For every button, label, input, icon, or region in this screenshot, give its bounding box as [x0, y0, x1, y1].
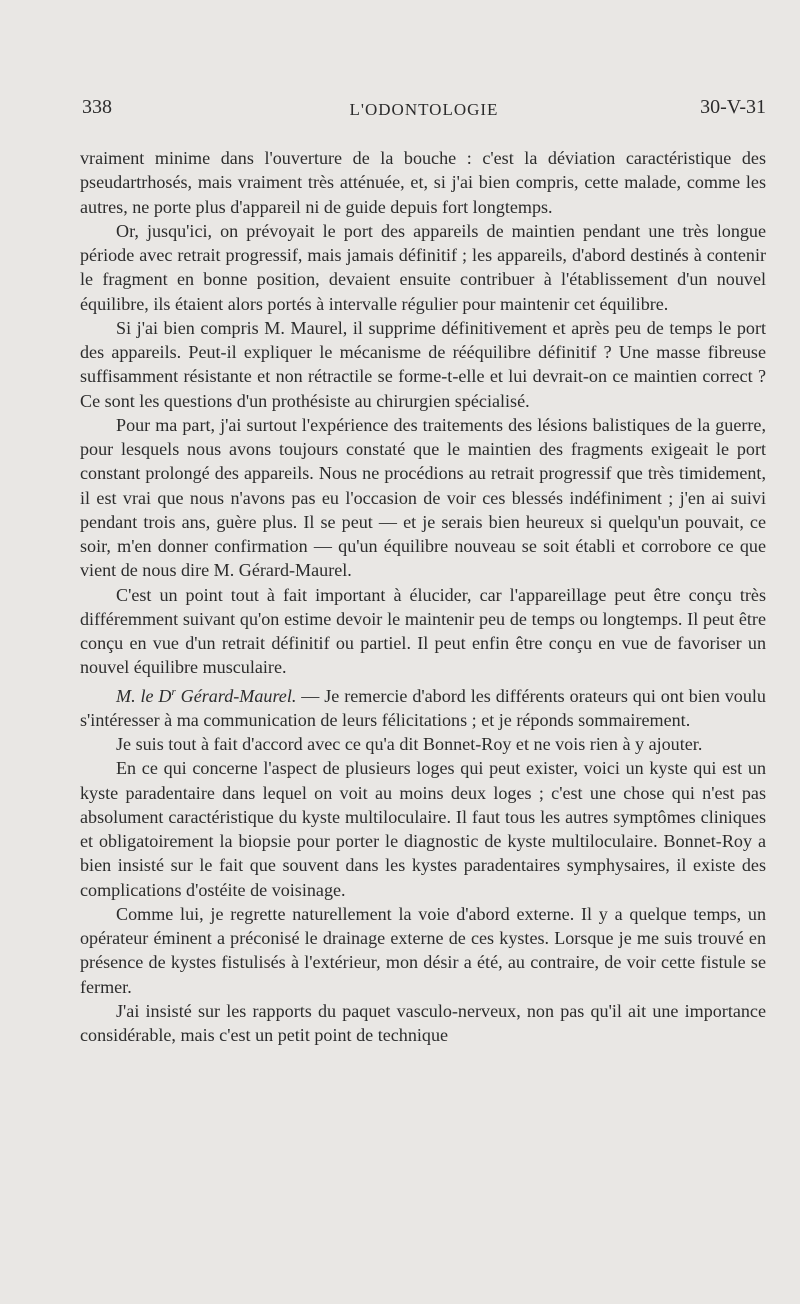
body-text	[80, 146, 766, 1047]
paragraph: C'est un point tout à fait important à élucider, car l'appareillage peut être conçu très différemment suivant qu'on estime devoir le maintenir peu de temps ou longtemps. Il peut être conçu en vue d'un retrait définitif ou partiel. Il peut enfin être conçu en vue de favoriser un nouvel équilibre musculaire.	[80, 584, 766, 678]
journal-title: L'ODONTOLOGIE	[349, 100, 499, 119]
paragraph: Pour ma part, j'ai surtout l'expérience des traitements des lésions balistiques de la guerre, pour lesquels nous avons toujours constaté que le maintien des fragments exigeait le port constant prolongé des appareils. Nous ne procédions au retrait progressif que très timidement, il est vrai que nous n'avons pas eu l'occasion de voir ces blessés indéfiniment ; j'en ai suivi pendant trois ans, guère plus. Il se peut — et je serais bien heureux si quelqu'un pouvait, ce soir, m'en donner confirmation — qu'un équilibre nouveau se soit établi et corrobore ce que vient de nous dire M. Gérard-Maurel.	[80, 414, 766, 581]
paragraph: vraiment minime dans l'ouverture de la bouche : c'est la déviation caractéristique des pseudartrhosés, mais vraiment très atténuée, et, si j'ai bien compris, cette malade, comme les autres, ne porte plus d'appareil ni de guide depuis fort longtemps.	[80, 148, 766, 217]
paragraph: J'ai insisté sur les rapports du paquet vasculo-nerveux, non pas qu'il ait une importance considérable, mais c'est un petit point de technique	[80, 1000, 766, 1045]
paragraph: Comme lui, je regrette naturellement la voie d'abord externe. Il y a quelque temps, un opérateur éminent a préconisé le drainage externe de ces kystes. Lorsque je me suis trouvé en présence de kystes fistulisés à l'extérieur, mon désir a été, au contraire, de voir cette fistule se fermer.	[80, 903, 766, 997]
paragraph: En ce qui concerne l'aspect de plusieurs loges qui peut exister, voici un kyste qui est un kyste paradentaire dans lequel on voit au moins deux loges ; c'est une chose qui n'est pas absolument caractéristique du kyste multiloculaire. Il faut tous les autres symptômes cliniques et obligatoirement la biopsie pour porter le diagnostic de kyste multiloculaire. Bonnet-Roy a bien insisté sur le fait que souvent dans les kystes paradentaires symphysaires, il existe des complications d'ostéite de voisinage.	[80, 758, 766, 900]
paragraph-text: — Je remercie d'abord les différents orateurs qui ont bien voulu s'intéresser à ma communication de leurs félicitations ; et je réponds sommairement.	[80, 685, 766, 730]
paragraph: Or, jusqu'ici, on prévoyait le port des appareils de maintien pendant une très longue période avec retrait progressif, mais jamais définitif ; les appareils, d'abord destinés à contenir le fragment en bonne position, devaient ensuite contribuer à l'établissement d'un nouvel équilibre, ils étaient alors portés à intervalle régulier pour maintenir cet équilibre.	[80, 220, 766, 314]
paragraph: Je suis tout à fait d'accord avec ce qu'a dit Bonnet-Roy et ne vois rien à y ajouter.	[116, 734, 703, 754]
page-number: 338	[82, 96, 112, 118]
paragraph: Si j'ai bien compris M. Maurel, il supprime définitivement et après peu de temps le port des appareils. Peut-il expliquer le mécanisme de rééquilibre définitif ? Une masse fibreuse suffisamment résistante et non rétractile se forme-t-elle et lui devrait-on ce maintien correct ? Ce sont les questions d'un prothésiste au chirurgien spécialisé.	[80, 317, 766, 411]
speaker-name: M. le $D^r$ Gérard-Maurel.	[116, 685, 297, 706]
running-header	[82, 96, 766, 130]
paragraph-speaker	[80, 684, 766, 733]
issue-date: 30-V-31	[700, 96, 766, 118]
